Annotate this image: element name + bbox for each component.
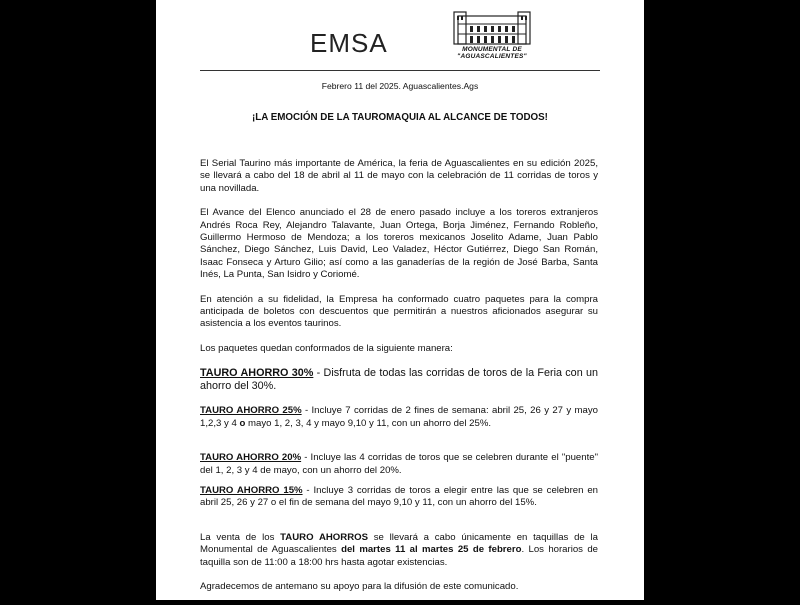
logo-caption-line-1: MONUMENTAL DE	[462, 46, 522, 53]
monumental-logo-caption	[444, 46, 540, 60]
paragraph-intro: El Serial Taurino más importante de América, la feria de Aguascalientes en su edición 2025, se llevará a cabo del 18 de abril al 11 de mayo con la celebración de 11 corridas de toros y una novillada.	[200, 158, 598, 194]
package-15-text: - Incluye 3 corridas de toros a elegir entre las que se celebren en abril 25, 26 y 27 o el fin de semana del mayo 9,10 y 11, con un ahorro del 15%.	[200, 484, 598, 509]
bullring-building-icon	[444, 8, 540, 46]
package-25-text-b: mayo 1, 2, 3, 4 y mayo 9,10 y 11, con un ahorro del 25%.	[245, 417, 492, 429]
package-30-text: - Disfruta de todas las corridas de toros de la Feria con un ahorro del 30%.	[200, 367, 598, 393]
paragraph-sale	[200, 532, 598, 569]
package-15-title: TAURO AHORRO 15%	[200, 484, 303, 496]
date-line: Febrero 11 del 2025. Aguascalientes.Ags	[321, 81, 479, 91]
headline: ¡LA EMOCIÓN DE LA TAUROMAQUIA AL ALCANCE DE TODOS!	[252, 112, 548, 123]
package-15	[200, 485, 598, 510]
paragraph-cast: El Avance del Elenco anunciado el 28 de enero pasado incluye a los toreros extranjeros Andrés Roca Rey, Alejandro Talavante, Juan Ortega, Borja Jiménez, Fernando Robleño, Guillermo Hermoso de Mendoza; a los toreros mexicanos Joselito Adame, Juan Pablo Sánchez, Diego Sánchez, Luis David, Leo Valadez, Héctor Gutiérrez, Diego San Román, Isaac Fonseca y Arturo Gilio; así como a las ganaderías de la región de José Barba, Santa Inés, La Punta, San Isidro y Coriomé.	[200, 207, 598, 281]
package-25-text-a: - Incluye 7 corridas de 2 fines de semana: abril 25, 26 y 27 y mayo 1,2,3 y 4	[200, 405, 598, 429]
package-25-bold-o: o	[239, 417, 246, 429]
paragraph-closing: Agradecemos de antemano su apoyo para la difusión de este comunicado.	[200, 580, 519, 592]
sale-text-1: La venta de los	[200, 531, 281, 543]
package-20	[200, 452, 598, 477]
emsa-logo: EMSA	[310, 28, 388, 58]
sale-bold-2: del martes 11 al martes 25 de febrero	[341, 544, 522, 556]
logo-caption-line-2: "AGUASCALIENTES"	[457, 53, 527, 60]
package-30	[200, 367, 598, 393]
sale-text-3: . Los horarios de taquilla son de 11:00 a 18:00 hrs hasta agotar existencias.	[200, 544, 599, 568]
package-30-title: TAURO AHORRO 30%	[200, 367, 314, 380]
paragraph-packages-intro: En atención a su fidelidad, la Empresa ha conformado cuatro paquetes para la compra anticipada de boletos con descuentos que permitirán a nuestros aficionados asegurar su asistencia a los eventos taurinos.	[200, 293, 598, 330]
body-text	[200, 158, 598, 605]
paragraph-packages-lead: Los paquetes quedan conformados de la siguiente manera:	[200, 342, 453, 354]
package-25	[200, 405, 598, 430]
monumental-logo	[444, 8, 540, 64]
press-release-page	[156, 0, 644, 600]
package-25-title: TAURO AHORRO 25%	[200, 405, 302, 417]
sale-text-2: se llevará a cabo únicamente en taquillas de la Monumental de Aguascalientes	[200, 531, 598, 556]
sale-bold-1: TAURO AHORROS	[280, 531, 368, 543]
package-20-text: - Incluye las 4 corridas de toros que se celebren durante el "puente" del 1, 2, 3 y 4 de mayo, con un ahorro del 20%.	[200, 452, 598, 476]
header-divider	[200, 70, 600, 71]
package-20-title: TAURO AHORRO 20%	[200, 452, 302, 464]
